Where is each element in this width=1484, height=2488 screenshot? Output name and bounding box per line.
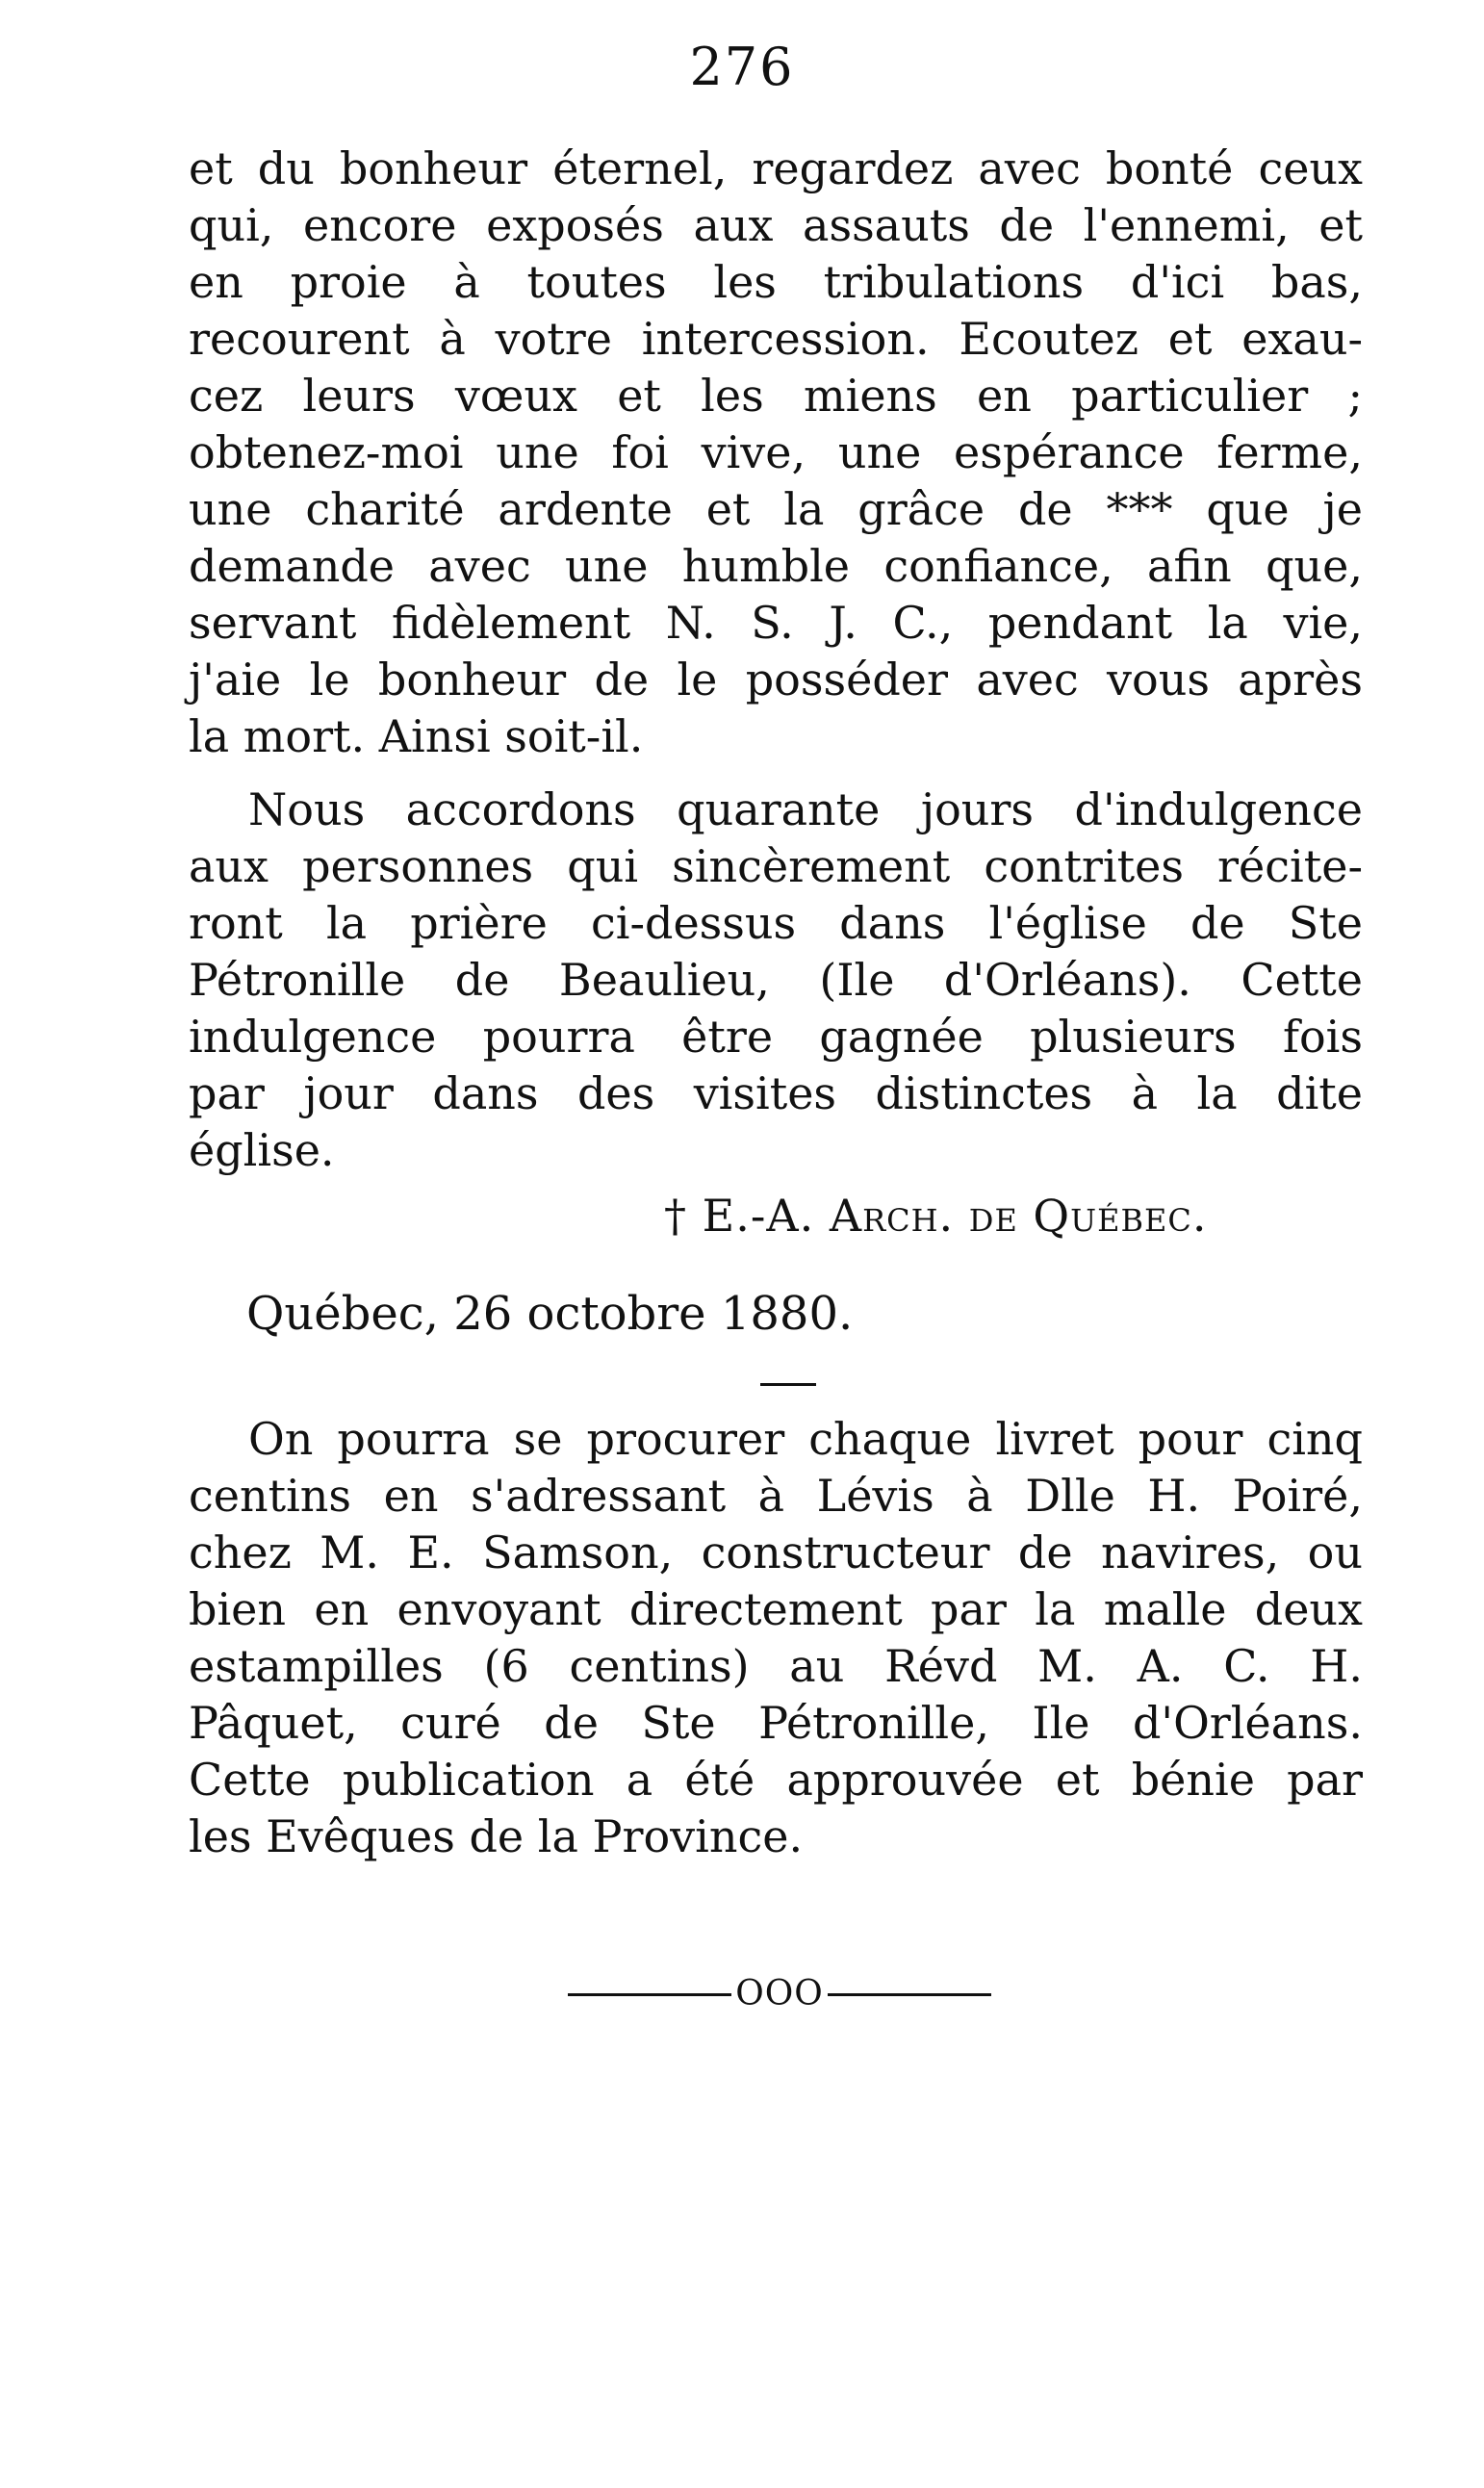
text-line: en proie à toutes les tribulations d'ici bas, [189, 256, 1363, 308]
ornament-text: OOO [735, 1974, 824, 2013]
cross-symbol: † [664, 1190, 687, 1242]
dateline: Québec, 26 octobre 1880. [246, 1287, 854, 1341]
signature-initials: E.-A. [702, 1190, 815, 1242]
notice-paragraph [189, 1411, 1363, 1865]
text-line: par jour dans des visites distinctes à la dite [189, 1067, 1363, 1119]
prayer-paragraph [189, 141, 1363, 765]
text-line: indulgence pourra être gagnée plusieurs fois [189, 1011, 1363, 1063]
text-line: Nous accordons quarante jours d'indulgence [248, 783, 1363, 835]
text-line: On pourra se procurer chaque livret pour cinq [248, 1413, 1363, 1465]
text-line: estampilles (6 centins) au Révd M. A. C. H. [189, 1640, 1363, 1692]
text-line: et du bonheur éternel, regardez avec bonté ceux [189, 142, 1363, 194]
text-line: cez leurs vœux et les miens en particulier ; [189, 370, 1363, 422]
text-line: les Evêques de la Province. [189, 1810, 804, 1862]
text-line: église. [189, 1124, 335, 1176]
text-line: demande avec une humble confiance, afin que, [189, 540, 1363, 592]
text-line: Pétronille de Beaulieu, (Ile d'Orléans). Cette [189, 954, 1363, 1006]
text-line: bien en envoyant directement par la malle deux [189, 1583, 1363, 1635]
ornament-rule-left [568, 1993, 731, 1996]
text-line: j'aie le bonheur de le posséder avec vous après [189, 654, 1363, 705]
signature-title: Arch. de Québec. [829, 1190, 1208, 1242]
indulgence-paragraph [189, 782, 1363, 1179]
text-line: une charité ardente et la grâce de *** que je [189, 483, 1363, 535]
closing-ornament [568, 1975, 991, 2013]
page-number: 276 [689, 37, 795, 97]
text-line: chez M. E. Samson, constructeur de navires, ou [189, 1526, 1363, 1578]
text-line: servant fidèlement N. S. J. C., pendant la vie, [189, 597, 1363, 649]
text-line: Cette publication a été approuvée et bénie par [189, 1754, 1363, 1806]
text-line: ront la prière ci-dessus dans l'église de Ste [189, 897, 1363, 949]
text-line: Pâquet, curé de Ste Pétronille, Ile d'Orléans. [189, 1697, 1363, 1749]
text-line: centins en s'adressant à Lévis à Dlle H. Poiré, [189, 1470, 1363, 1522]
text-line: obtenez-moi une foi vive, une espérance ferme, [189, 426, 1363, 478]
text-line: recourent à votre intercession. Ecoutez et exau- [189, 313, 1363, 365]
text-line: la mort. Ainsi soit-il. [189, 710, 644, 762]
text-line: qui, encore exposés aux assauts de l'ennemi, et [189, 199, 1363, 251]
ornament-rule-right [828, 1993, 991, 1996]
archbishop-signature [664, 1188, 1357, 1244]
section-divider [760, 1383, 816, 1386]
text-line: aux personnes qui sincèrement contrites récite- [189, 840, 1363, 892]
